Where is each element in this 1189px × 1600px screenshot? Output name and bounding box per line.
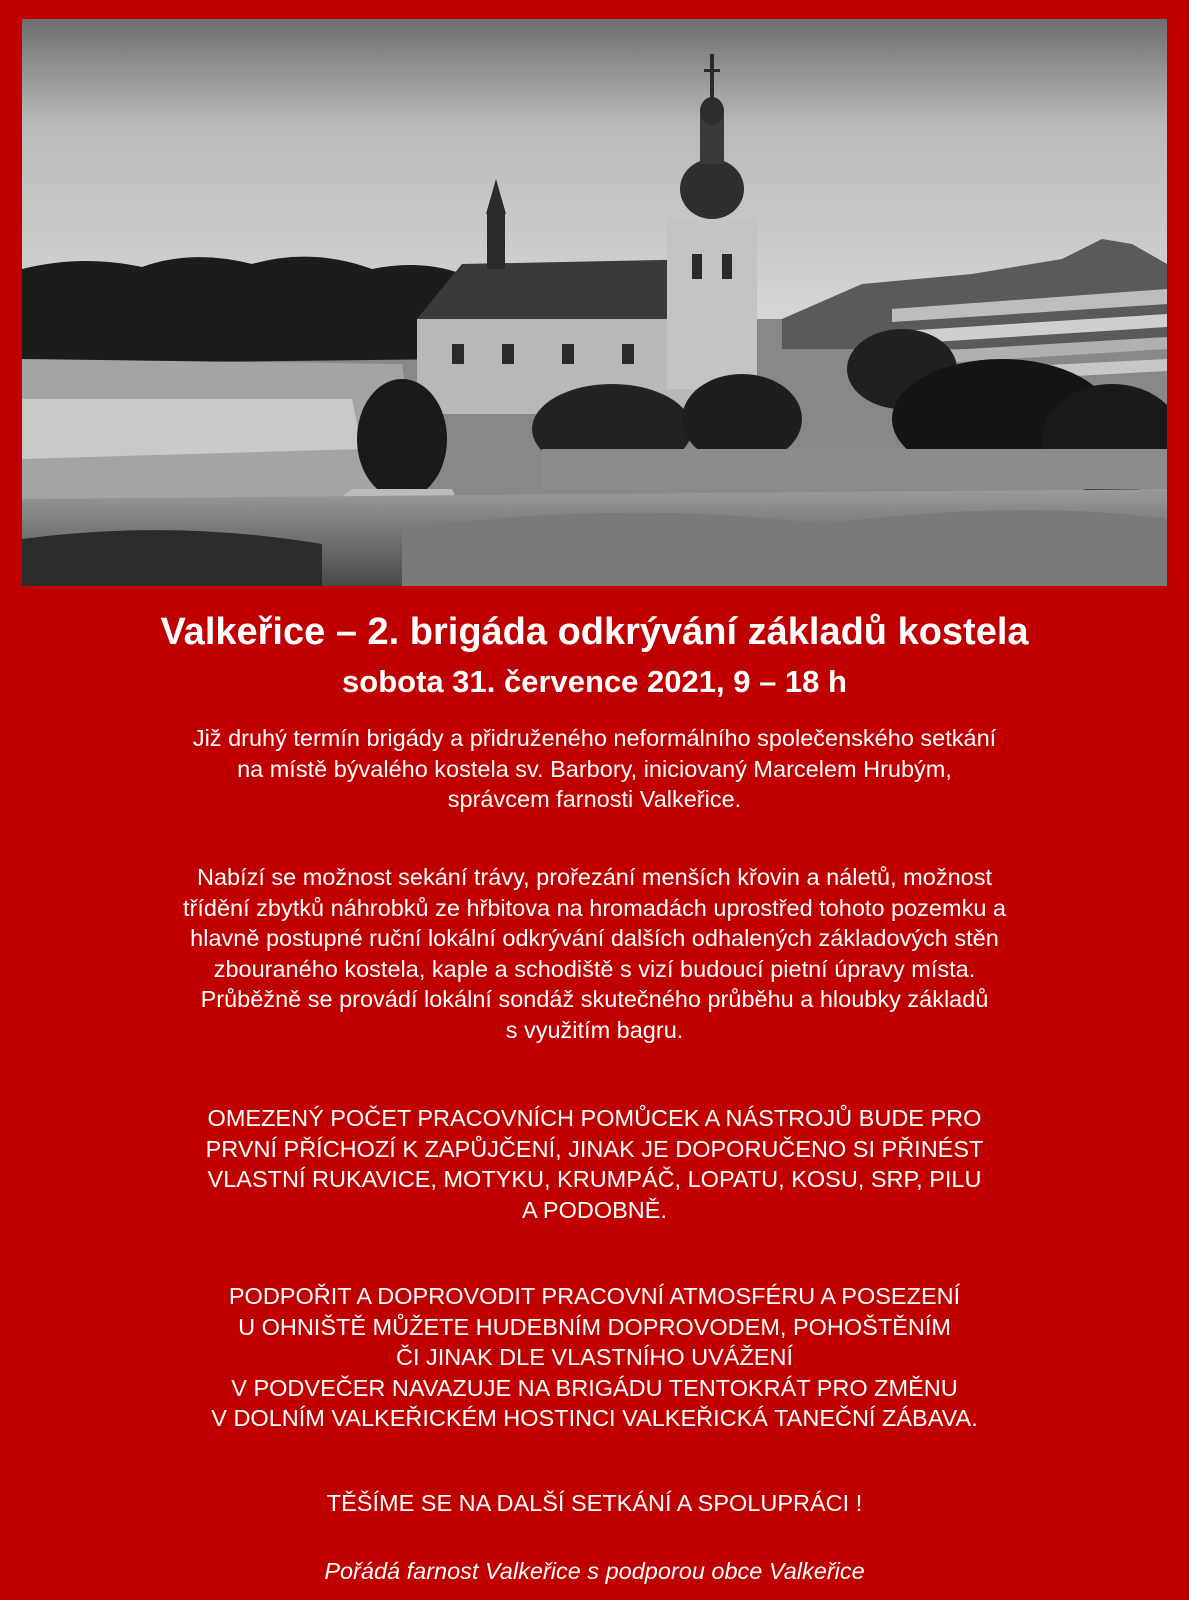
event-date: sobota 31. července 2021, 9 – 18 h — [342, 664, 847, 699]
tools-paragraph — [0, 1103, 1189, 1225]
intro-line: správcem farnosti Valkeřice. — [447, 786, 742, 812]
intro-line: na místě bývalého kostela sv. Barbory, iniciovaný Marcelem Hrubým, — [237, 755, 952, 782]
activities-line: Nabízí se možnost sekání trávy, prořezání menších křovin a náletů, možnost — [196, 864, 992, 890]
evening-line: V PODVEČER NAVAZUJE NA BRIGÁDU TENTOKRÁT PRO ZMĚNU — [231, 1374, 958, 1401]
evening-line: ČI JINAK DLE VLASTNÍHO UVÁŽENÍ — [396, 1344, 793, 1370]
intro-line: Již druhý termín brigády a přidruženého neformálního společenského setkání — [192, 725, 997, 751]
closing-paragraph — [0, 1488, 1189, 1519]
church-photo-drawing — [22, 19, 1167, 586]
activities-line: zbouraného kostela, kaple a schodiště s vizí budoucí pietní úpravy místa. — [213, 955, 976, 982]
church-photo — [22, 19, 1167, 586]
evening-line: U OHNIŠTĚ MŮŽETE HUDEBNÍM DOPROVODEM, POHOŠTĚNÍM — [238, 1313, 951, 1340]
closing-line: TĚŠÍME SE NA DALŠÍ SETKÁNÍ A SPOLUPRÁCI ! — [326, 1490, 863, 1516]
tools-line: VLASTNÍ RUKAVICE, MOTYKU, KRUMPÁČ, LOPATU, KOSU, SRP, PILU — [207, 1166, 982, 1192]
activities-line: hlavně postupné ruční lokální odkrývání dalších odhalených základových stěn — [190, 925, 999, 951]
activities-line: Průběžně se provádí lokální sondáž skutečného průběhu a hloubky základů — [200, 986, 989, 1012]
intro-paragraph — [0, 723, 1189, 815]
tools-line: PRVNÍ PŘÍCHOZÍ K ZAPŮJČENÍ, JINAK JE DOPORUČENO SI PŘINÉST — [205, 1135, 984, 1162]
activities-line: s využitím bagru. — [505, 1016, 684, 1043]
evening-line: V DOLNÍM VALKEŘICKÉM HOSTINCI VALKEŘICKÁ TANEČNÍ ZÁBAVA. — [211, 1405, 978, 1431]
tools-line: A PODOBNĚ. — [522, 1196, 667, 1223]
activities-line: třídění zbytků náhrobků ze hřbitova na hromadách uprostřed tohoto pozemku a — [183, 894, 1006, 921]
evening-line: PODPOŘIT A DOPROVODIT PRACOVNÍ ATMOSFÉRU A POSEZENÍ — [228, 1283, 961, 1309]
evening-paragraph — [0, 1281, 1189, 1434]
event-title: Valkeřice – 2. brigáda odkrývání základů kostela — [160, 611, 1029, 653]
organizer-footer: Pořádá farnost Valkeřice s podporou obce Valkeřice — [324, 1558, 865, 1584]
activities-paragraph — [0, 862, 1189, 1045]
tools-line: OMEZENÝ POČET PRACOVNÍCH POMŮCEK A NÁSTROJŮ BUDE PRO — [207, 1105, 982, 1131]
